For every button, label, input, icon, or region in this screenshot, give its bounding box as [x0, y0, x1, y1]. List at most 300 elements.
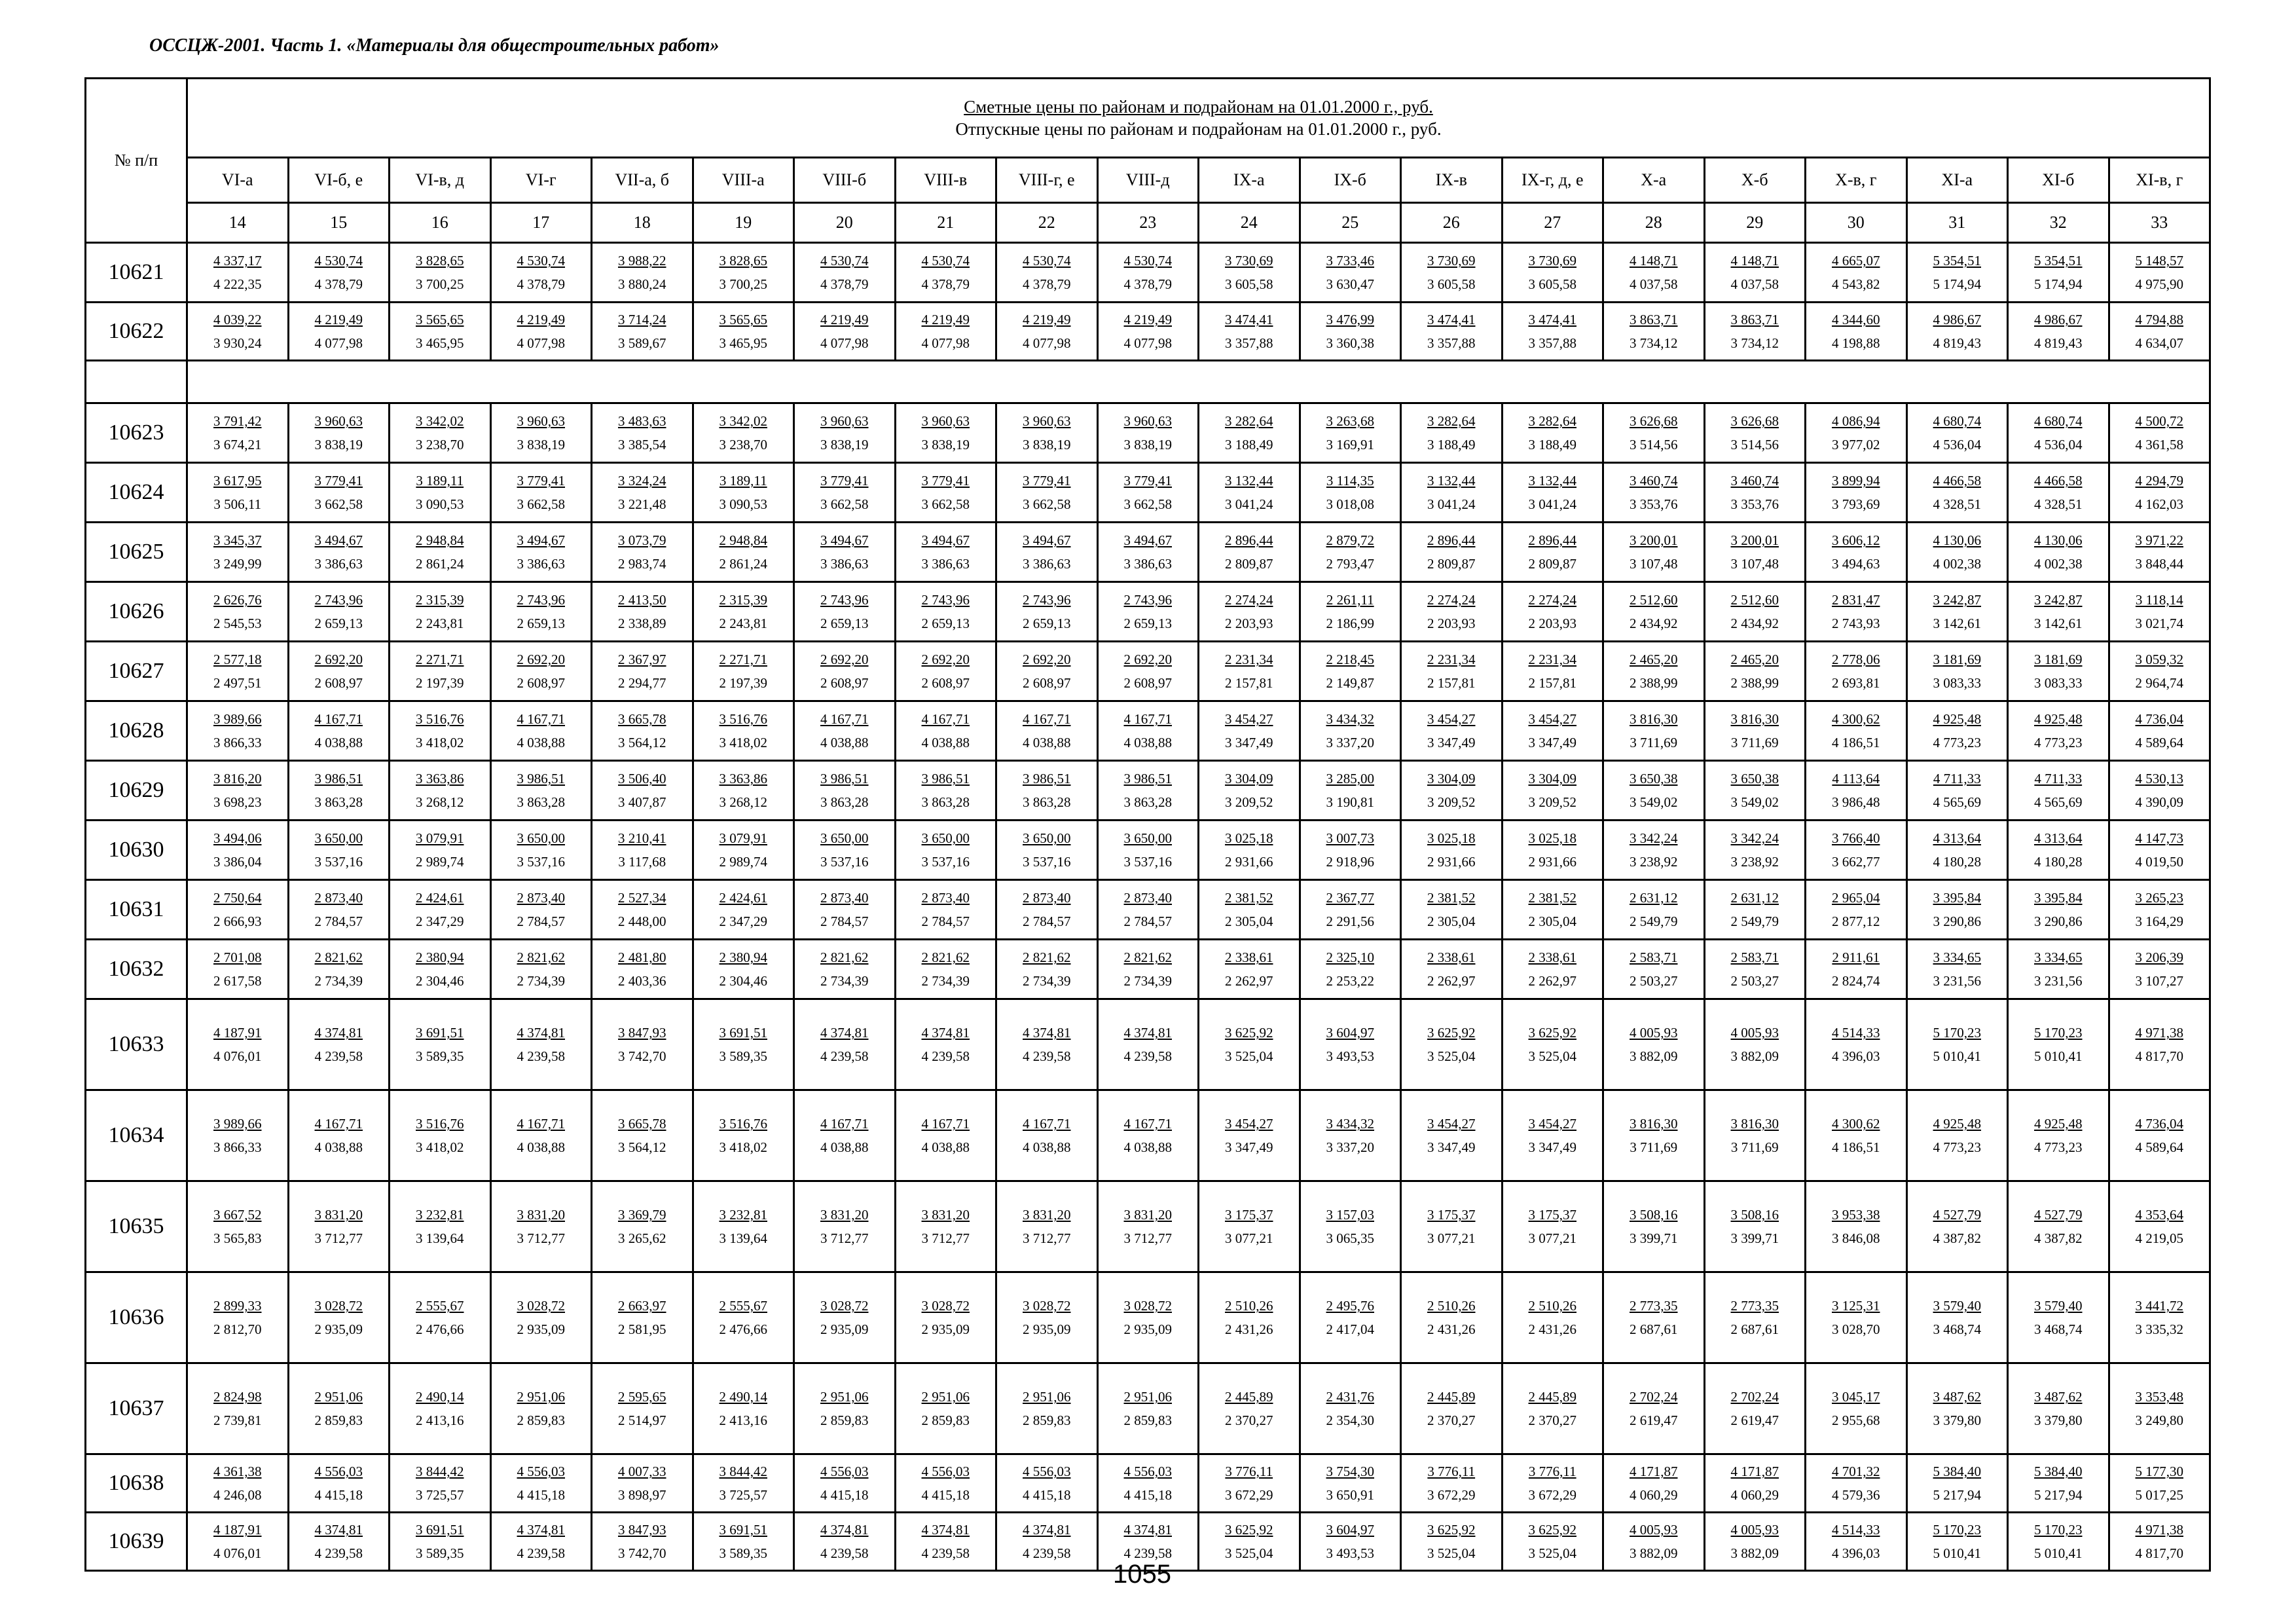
price-cell	[1603, 940, 1705, 999]
selling-price: 4 536,04	[2034, 437, 2083, 452]
selling-price: 5 010,41	[2034, 1048, 2083, 1064]
selling-price: 3 589,35	[416, 1048, 464, 1064]
selling-price: 3 065,35	[1326, 1230, 1374, 1246]
selling-price: 3 041,24	[1528, 496, 1576, 512]
price-cell	[1097, 642, 1199, 701]
selling-price: 3 090,53	[416, 496, 464, 512]
price-cell	[693, 243, 794, 303]
price-cell	[490, 403, 592, 463]
selling-price: 3 468,74	[2034, 1321, 2083, 1337]
price-cell	[895, 821, 996, 880]
selling-price: 5 217,94	[1933, 1487, 1981, 1503]
estimate-price: 3 986,51	[1023, 771, 1071, 786]
estimate-price: 4 556,03	[921, 1464, 970, 1479]
estimate-price: 3 779,41	[921, 473, 970, 489]
price-cell	[1603, 303, 1705, 361]
selling-price: 2 157,81	[1528, 675, 1576, 691]
estimate-price: 3 232,81	[719, 1207, 767, 1223]
estimate-price: 3 454,27	[1427, 1116, 1476, 1132]
estimate-price: 2 626,76	[213, 592, 262, 608]
selling-price: 2 262,97	[1528, 973, 1576, 989]
price-cell	[390, 761, 491, 821]
estimate-price: 3 971,22	[2135, 532, 2183, 548]
table-row	[86, 303, 2210, 361]
table-row	[86, 243, 2210, 303]
selling-price: 3 353,76	[1730, 496, 1779, 512]
price-cell	[1603, 761, 1705, 821]
selling-price: 3 711,69	[1730, 735, 1779, 750]
selling-price: 4 589,64	[2135, 1139, 2183, 1155]
estimate-price: 2 951,06	[314, 1389, 363, 1405]
selling-price: 3 169,91	[1326, 437, 1374, 452]
selling-price: 3 018,08	[1326, 496, 1374, 512]
table-row	[86, 582, 2210, 642]
price-cell	[1906, 582, 2008, 642]
estimate-price: 4 219,49	[1123, 312, 1172, 327]
estimate-price: 3 625,92	[1528, 1522, 1576, 1538]
column-number: 32	[2008, 203, 2109, 243]
price-cell	[1401, 1363, 1503, 1454]
estimate-price: 3 730,69	[1427, 253, 1476, 268]
price-cell	[2008, 463, 2109, 523]
selling-price: 2 514,97	[618, 1412, 666, 1428]
price-cell	[1401, 1181, 1503, 1272]
price-cell	[693, 1272, 794, 1363]
estimate-price: 4 167,71	[820, 1116, 869, 1132]
selling-price: 3 662,58	[921, 496, 970, 512]
estimate-price: 3 508,16	[1630, 1207, 1678, 1223]
estimate-price: 3 579,40	[2034, 1298, 2083, 1314]
estimate-price: 3 831,20	[314, 1207, 363, 1223]
price-cell	[592, 463, 693, 523]
selling-price: 4 387,82	[1933, 1230, 1981, 1246]
price-cell	[592, 761, 693, 821]
price-cell	[895, 463, 996, 523]
selling-price: 4 002,38	[1933, 556, 1981, 572]
selling-price: 3 337,20	[1326, 1139, 1374, 1155]
selling-price: 3 882,09	[1730, 1048, 1779, 1064]
price-cell	[1906, 761, 2008, 821]
price-cell	[895, 582, 996, 642]
selling-price: 3 139,64	[416, 1230, 464, 1246]
estimate-price: 2 948,84	[416, 532, 464, 548]
selling-price: 3 290,86	[2034, 913, 2083, 929]
estimate-price: 3 474,41	[1225, 312, 1273, 327]
selling-price: 2 935,09	[921, 1321, 970, 1337]
price-cell	[1906, 303, 2008, 361]
selling-price: 4 038,88	[517, 1139, 565, 1155]
estimate-price: 3 282,64	[1225, 413, 1273, 429]
price-cell	[1097, 582, 1199, 642]
estimate-price: 4 971,38	[2135, 1522, 2183, 1538]
price-cell	[1704, 1513, 1806, 1571]
price-cell	[187, 642, 289, 701]
price-cell	[693, 642, 794, 701]
estimate-price: 2 367,77	[1326, 890, 1374, 906]
table-row	[86, 403, 2210, 463]
price-cell	[187, 523, 289, 582]
selling-price: 2 659,13	[820, 616, 869, 631]
price-cell	[490, 1181, 592, 1272]
estimate-price: 2 896,44	[1528, 532, 1576, 548]
price-cell	[1603, 463, 1705, 523]
blank-cell	[187, 361, 2210, 403]
price-cell	[1906, 403, 2008, 463]
estimate-price: 3 960,63	[820, 413, 869, 429]
estimate-price: 2 750,64	[213, 890, 262, 906]
estimate-price: 2 951,06	[1123, 1389, 1172, 1405]
price-cell	[1401, 701, 1503, 761]
estimate-price: 3 667,52	[213, 1207, 262, 1223]
selling-price: 4 186,51	[1832, 1139, 1880, 1155]
estimate-price: 4 925,48	[2034, 1116, 2083, 1132]
estimate-price: 4 005,93	[1630, 1522, 1678, 1538]
estimate-price: 4 527,79	[1933, 1207, 1981, 1223]
estimate-price: 4 313,64	[1933, 830, 1981, 846]
price-cell	[2109, 303, 2210, 361]
estimate-price: 4 500,72	[2135, 413, 2183, 429]
selling-price: 2 157,81	[1427, 675, 1476, 691]
price-cell	[1806, 582, 1907, 642]
selling-price: 3 711,69	[1730, 1139, 1779, 1155]
price-cell	[794, 1181, 896, 1272]
price-cell	[490, 642, 592, 701]
price-cell	[794, 821, 896, 880]
price-cell	[996, 642, 1098, 701]
estimate-price: 3 730,69	[1528, 253, 1576, 268]
price-table	[84, 77, 2211, 1572]
estimate-price: 4 219,49	[921, 312, 970, 327]
estimate-price: 2 743,96	[1123, 592, 1172, 608]
price-cell	[2109, 403, 2210, 463]
price-cell	[490, 880, 592, 940]
selling-price: 3 347,49	[1528, 1139, 1576, 1155]
estimate-price: 4 219,49	[1023, 312, 1071, 327]
estimate-price: 3 494,67	[1023, 532, 1071, 548]
estimate-price: 2 465,20	[1630, 652, 1678, 667]
price-cell	[1401, 243, 1503, 303]
estimate-price: 3 831,20	[517, 1207, 565, 1223]
selling-price: 4 239,58	[1023, 1048, 1071, 1064]
estimate-price: 4 130,06	[2034, 532, 2083, 548]
table-row	[86, 1363, 2210, 1454]
selling-price: 4 038,88	[1123, 735, 1172, 750]
price-cell	[1401, 463, 1503, 523]
selling-price: 3 712,77	[314, 1230, 363, 1246]
selling-price: 4 239,58	[921, 1545, 970, 1561]
selling-price: 2 859,83	[921, 1412, 970, 1428]
selling-price: 3 268,12	[719, 794, 767, 810]
selling-price: 3 866,33	[213, 1139, 262, 1155]
selling-price: 2 549,79	[1730, 913, 1779, 929]
price-cell	[1603, 1513, 1705, 1571]
selling-price: 3 711,69	[1630, 1139, 1678, 1155]
price-cell	[693, 1363, 794, 1454]
price-cell	[1603, 1454, 1705, 1513]
selling-price: 4 415,18	[314, 1487, 363, 1503]
selling-price: 3 360,38	[1326, 335, 1374, 351]
column-number: 24	[1199, 203, 1300, 243]
selling-price: 3 672,29	[1225, 1487, 1273, 1503]
estimate-price: 3 395,84	[2034, 890, 2083, 906]
price-cell	[1603, 582, 1705, 642]
selling-price: 3 589,35	[719, 1545, 767, 1561]
price-cell	[490, 463, 592, 523]
selling-price: 3 537,16	[820, 854, 869, 870]
selling-price: 4 328,51	[2034, 496, 2083, 512]
column-number: 33	[2109, 203, 2210, 243]
selling-price: 3 698,23	[213, 794, 262, 810]
estimate-price: 4 680,74	[2034, 413, 2083, 429]
price-cell	[288, 1272, 390, 1363]
estimate-price: 2 424,61	[719, 890, 767, 906]
price-cell	[288, 1363, 390, 1454]
price-cell	[390, 523, 491, 582]
price-cell	[1300, 1363, 1401, 1454]
price-cell	[693, 1454, 794, 1513]
selling-price: 3 357,88	[1225, 335, 1273, 351]
estimate-price: 2 510,26	[1225, 1298, 1273, 1314]
price-cell	[1906, 523, 2008, 582]
price-cell	[1300, 761, 1401, 821]
estimate-price: 3 516,76	[416, 1116, 464, 1132]
selling-price: 4 038,88	[921, 735, 970, 750]
estimate-price: 3 079,91	[416, 830, 464, 846]
selling-price: 3 537,16	[517, 854, 565, 870]
table-row	[86, 1090, 2210, 1181]
estimate-price: 4 374,81	[1123, 1522, 1172, 1538]
selling-price: 2 955,68	[1832, 1412, 1880, 1428]
estimate-price: 3 395,84	[1933, 890, 1981, 906]
caption-estimate-prices: Сметные цены по районам и подрайонам на 01.01.2000 г., руб.	[964, 97, 1433, 117]
price-cell	[592, 582, 693, 642]
selling-price: 2 931,66	[1225, 854, 1273, 870]
column-header-region: VIII-б	[794, 158, 896, 203]
price-cell	[1199, 701, 1300, 761]
selling-price: 3 838,19	[820, 437, 869, 452]
price-cell	[895, 1272, 996, 1363]
estimate-price: 3 733,46	[1326, 253, 1374, 268]
estimate-price: 4 925,48	[2034, 711, 2083, 727]
selling-price: 5 010,41	[1933, 1545, 1981, 1561]
selling-price: 2 149,87	[1326, 675, 1374, 691]
estimate-price: 3 474,41	[1528, 312, 1576, 327]
estimate-price: 4 374,81	[1023, 1025, 1071, 1041]
estimate-price: 3 132,44	[1528, 473, 1576, 489]
caption-row	[86, 79, 2210, 158]
price-cell	[1097, 821, 1199, 880]
price-cell	[288, 880, 390, 940]
selling-price: 2 347,29	[719, 913, 767, 929]
column-number: 27	[1502, 203, 1603, 243]
estimate-price: 4 530,74	[517, 253, 565, 268]
price-cell	[1704, 1090, 1806, 1181]
selling-price: 3 930,24	[213, 335, 262, 351]
price-cell	[1502, 1181, 1603, 1272]
price-cell	[592, 1181, 693, 1272]
estimate-price: 2 325,10	[1326, 950, 1374, 965]
estimate-price: 4 556,03	[820, 1464, 869, 1479]
price-cell	[187, 940, 289, 999]
selling-price: 3 537,16	[921, 854, 970, 870]
selling-price: 2 304,46	[719, 973, 767, 989]
selling-price: 2 262,97	[1225, 973, 1273, 989]
price-cell	[693, 999, 794, 1090]
column-number: 29	[1704, 203, 1806, 243]
selling-price: 3 386,63	[1023, 556, 1071, 572]
estimate-price: 4 466,58	[1933, 473, 1981, 489]
estimate-price: 4 167,71	[820, 711, 869, 727]
estimate-price: 3 863,71	[1730, 312, 1779, 327]
estimate-price: 5 354,51	[2034, 253, 2083, 268]
selling-price: 3 863,28	[1023, 794, 1071, 810]
estimate-price: 3 028,72	[1123, 1298, 1172, 1314]
price-cell	[2008, 821, 2109, 880]
row-code: 10623	[86, 403, 187, 463]
selling-price: 3 549,02	[1630, 794, 1678, 810]
estimate-price: 2 381,52	[1225, 890, 1273, 906]
price-cell	[1704, 523, 1806, 582]
selling-price: 2 243,81	[719, 616, 767, 631]
price-cell	[895, 523, 996, 582]
selling-price: 3 537,16	[314, 854, 363, 870]
price-cell	[187, 403, 289, 463]
selling-price: 3 347,49	[1528, 735, 1576, 750]
estimate-price: 4 530,74	[1123, 253, 1172, 268]
estimate-price: 2 821,62	[517, 950, 565, 965]
row-code: 10622	[86, 303, 187, 361]
selling-price: 2 434,92	[1730, 616, 1779, 631]
price-cell	[1300, 243, 1401, 303]
selling-price: 4 396,03	[1832, 1048, 1880, 1064]
price-cell	[2109, 243, 2210, 303]
price-cell	[187, 582, 289, 642]
estimate-price: 3 282,64	[1427, 413, 1476, 429]
price-cell	[187, 1181, 289, 1272]
selling-price: 3 672,29	[1427, 1487, 1476, 1503]
estimate-price: 3 079,91	[719, 830, 767, 846]
selling-price: 3 742,70	[618, 1545, 666, 1561]
estimate-price: 2 274,24	[1225, 592, 1273, 608]
price-cell	[1502, 403, 1603, 463]
price-cell	[794, 642, 896, 701]
selling-price: 3 838,19	[1023, 437, 1071, 452]
price-cell	[1806, 243, 1907, 303]
estimate-price: 4 374,81	[517, 1025, 565, 1041]
estimate-price: 3 816,30	[1630, 711, 1678, 727]
selling-price: 3 493,53	[1326, 1048, 1374, 1064]
row-code: 10639	[86, 1513, 187, 1571]
price-cell	[390, 642, 491, 701]
estimate-price: 4 530,74	[1023, 253, 1071, 268]
estimate-price: 2 911,61	[1832, 950, 1880, 965]
selling-price: 3 838,19	[314, 437, 363, 452]
selling-price: 2 859,83	[1023, 1412, 1071, 1428]
row-number-header: № п/п	[86, 79, 187, 243]
estimate-price: 4 361,38	[213, 1464, 262, 1479]
estimate-price: 2 595,65	[618, 1389, 666, 1405]
selling-price: 3 231,56	[2034, 973, 2083, 989]
price-cell	[288, 403, 390, 463]
price-cell	[895, 243, 996, 303]
selling-price: 3 418,02	[719, 735, 767, 750]
selling-price: 2 581,95	[618, 1321, 666, 1337]
selling-price: 3 605,58	[1427, 276, 1476, 292]
price-cell	[288, 940, 390, 999]
selling-price: 4 239,58	[1123, 1048, 1172, 1064]
price-cell	[1704, 463, 1806, 523]
estimate-price: 2 951,06	[517, 1389, 565, 1405]
price-cell	[1502, 303, 1603, 361]
selling-price: 2 370,27	[1225, 1412, 1273, 1428]
price-cell	[288, 642, 390, 701]
estimate-price: 3 779,41	[820, 473, 869, 489]
selling-price: 3 347,49	[1225, 735, 1273, 750]
price-cell	[2008, 999, 2109, 1090]
price-cell	[1300, 1272, 1401, 1363]
price-cell	[794, 1513, 896, 1571]
estimate-price: 3 691,51	[416, 1522, 464, 1538]
price-cell	[288, 303, 390, 361]
selling-price: 3 386,63	[314, 556, 363, 572]
selling-price: 3 537,16	[1123, 854, 1172, 870]
price-cell	[1603, 999, 1705, 1090]
estimate-price: 3 025,18	[1427, 830, 1476, 846]
price-cell	[1502, 701, 1603, 761]
selling-price: 4 077,98	[921, 335, 970, 351]
price-cell	[1906, 940, 2008, 999]
estimate-price: 4 167,71	[921, 711, 970, 727]
price-cell	[1502, 523, 1603, 582]
selling-price: 2 253,22	[1326, 973, 1374, 989]
price-cell	[1603, 403, 1705, 463]
estimate-price: 2 873,40	[1023, 890, 1071, 906]
selling-price: 3 142,61	[2034, 616, 2083, 631]
estimate-price: 3 494,67	[1123, 532, 1172, 548]
price-cell	[1806, 880, 1907, 940]
selling-price: 3 866,33	[213, 735, 262, 750]
price-cell	[1097, 1363, 1199, 1454]
selling-price: 3 514,56	[1630, 437, 1678, 452]
selling-price: 4 038,88	[314, 735, 363, 750]
selling-price: 4 817,70	[2135, 1048, 2183, 1064]
price-cell	[2008, 243, 2109, 303]
price-cell	[592, 403, 693, 463]
estimate-price: 4 556,03	[1023, 1464, 1071, 1479]
estimate-price: 4 374,81	[314, 1025, 363, 1041]
selling-price: 4 378,79	[1123, 276, 1172, 292]
selling-price: 2 262,97	[1427, 973, 1476, 989]
price-cell	[390, 463, 491, 523]
selling-price: 2 305,04	[1528, 913, 1576, 929]
row-code: 10629	[86, 761, 187, 821]
table-row	[86, 1454, 2210, 1513]
price-cell	[895, 940, 996, 999]
estimate-price: 3 210,41	[618, 830, 666, 846]
estimate-price: 2 577,18	[213, 652, 262, 667]
selling-price: 3 209,52	[1427, 794, 1476, 810]
selling-price: 2 859,83	[314, 1412, 363, 1428]
estimate-price: 3 791,42	[213, 413, 262, 429]
estimate-price: 2 274,24	[1427, 592, 1476, 608]
price-cell	[2109, 999, 2210, 1090]
selling-price: 2 186,99	[1326, 616, 1374, 631]
selling-price: 2 812,70	[213, 1321, 262, 1337]
column-header-region: IX-а	[1199, 158, 1300, 203]
row-code: 10634	[86, 1090, 187, 1181]
price-cell	[693, 1090, 794, 1181]
estimate-price: 5 148,57	[2135, 253, 2183, 268]
